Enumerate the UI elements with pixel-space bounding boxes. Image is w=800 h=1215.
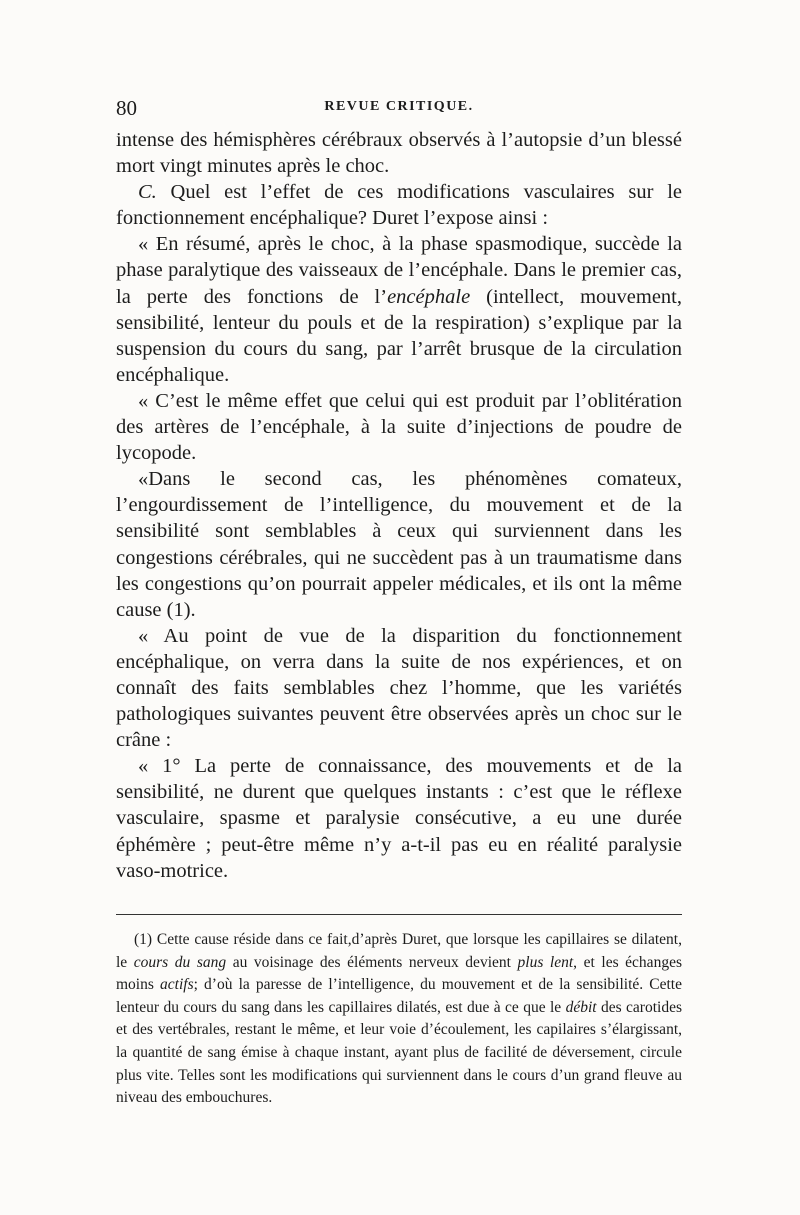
footnote-segment: ; d’où la paresse de l’intelligence, du mouvement et de la sensibilité. Cette lenteur du cours du sang dans les capillaires dilatés, est due à ce que le [116, 976, 682, 1016]
footnote-emphasis: débit [565, 998, 597, 1016]
footnote-emphasis: cours du sang [133, 953, 227, 971]
paragraph [116, 623, 682, 753]
running-head [116, 96, 682, 120]
paragraph [116, 179, 682, 231]
footnote-segment: (1) Cette cause réside dans ce fait,d’après Duret, que lorsque les capillaires se dilatent, le [116, 931, 682, 971]
paragraph [116, 388, 682, 466]
footnote-segment: au voisinage des éléments nerveux devient [226, 953, 518, 971]
paragraph-text: « C’est le même effet que celui qui est produit par l’oblitération des artères de l’encéphale, à la suite d’injections de poudre de lycopode. [116, 389, 682, 465]
paragraph [116, 127, 682, 179]
section-letter: C. [138, 181, 157, 204]
footnote-emphasis: actifs [160, 976, 194, 994]
paragraph-text: (intellect, mouvement, sensibilité, lenteur du pouls et de la respiration) s’explique par la suspension du cours du sang, par l’arrêt brusque de la circulation encéphalique. [116, 285, 682, 386]
footnote [116, 929, 682, 1110]
footnote-text [116, 929, 682, 1110]
footnote-segment: des carotides et des vertébrales, restant le même, et leur voie d’écoulement, les capilaires s’élargissant, la quantité de sang émise à chaque instant, ayant plus de facilité de déversement, circule plus vite. Telles sont les modifications qui surviennent dans le cours d’un grand fleuve au niveau des embouchures. [116, 998, 682, 1107]
footnote-divider [116, 914, 682, 915]
running-title: REVUE CRITIQUE. [324, 99, 474, 114]
paragraph-text: «Dans le second cas, les phénomènes comateux, l’engourdissement de l’intelligence, du mouvement et de la sensibilité sont semblables à ceux qui surviennent dans les congestions cérébrales, qui ne succèdent pas à un traumatisme dans les congestions qu’on pourrait appeler médicales, et ils ont la même cause (1). [116, 468, 682, 621]
emphasis: encéphale [387, 285, 471, 308]
paragraph [116, 753, 682, 883]
paragraph-text: intense des hémisphères cérébraux observés à l’autopsie d’un blessé mort vingt minutes après le choc. [116, 129, 682, 178]
paragraph-text: Quel est l’effet de ces modifications vasculaires sur le fonctionnement encéphalique? Duret l’expose ainsi : [116, 181, 682, 230]
footnote-segment: , et les échanges moins [116, 953, 682, 994]
page-number: 80 [116, 96, 137, 120]
paragraph-text: « 1° La perte de connaissance, des mouvements et de la sensibilité, ne durent que quelques instants : c’est que le réflexe vasculaire, spasme et paralysie consécutive, a eu une durée éphémère ; peut-être même n’y a-t-il pas eu en réalité paralysie vaso-motrice. [116, 755, 682, 882]
body-text [116, 127, 682, 884]
paragraph-text: « Au point de vue de la disparition du fonctionnement encéphalique, on verra dans la suite de nos expériences, et on connaît des faits semblables chez l’homme, que les variétés pathologiques suivantes peuvent être observées après un choc sur le crâne : [116, 624, 682, 752]
footnote-emphasis: plus lent [517, 953, 574, 971]
paragraph-text: « En résumé, après le choc, à la phase spasmodique, succède la phase paralytique des vaisseaux de l’encéphale. Dans le premier cas, la perte des fonctions de l’ [116, 233, 682, 308]
paragraph [116, 231, 682, 388]
paragraph [116, 466, 682, 623]
